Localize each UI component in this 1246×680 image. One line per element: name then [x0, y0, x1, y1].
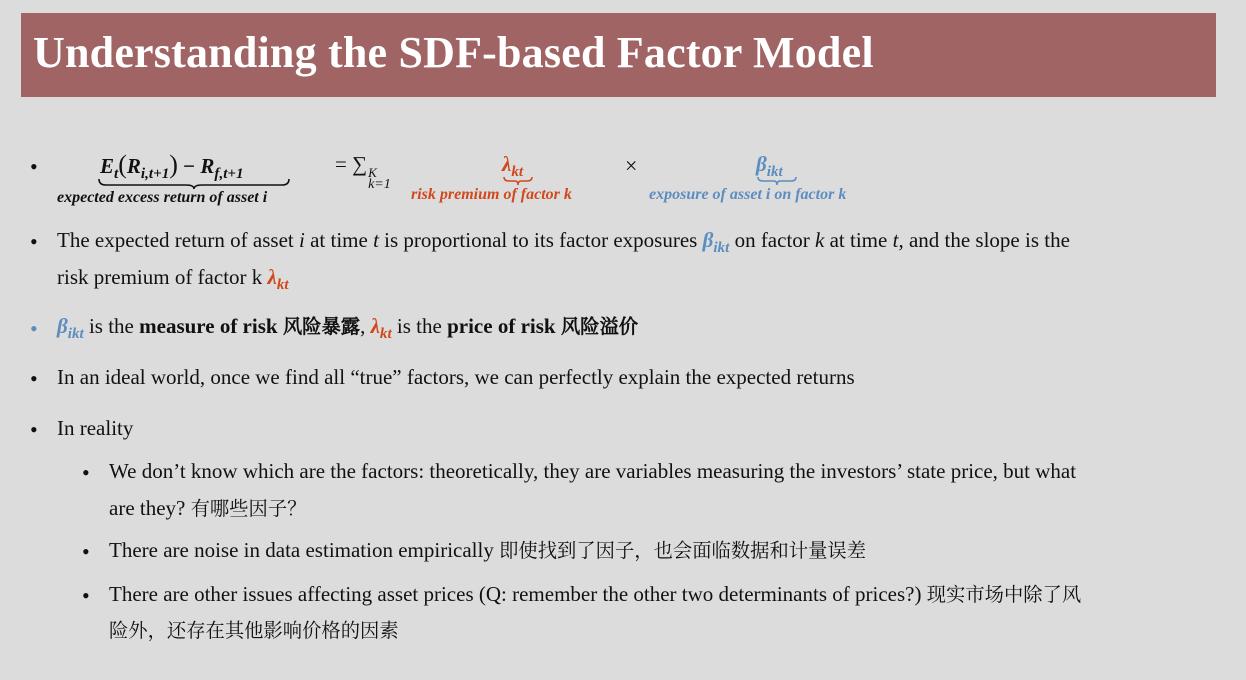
bullet-3-line: $\beta_{ikt}$ is the measure of risk 风险暴露, $\lambda_{kt}$ is the price of risk 风险溢价 [57, 314, 639, 342]
sub-bullet-3-line-2: 险外，还存在其他影响价格的因素 [109, 619, 399, 642]
formula-lhs: $E_t(R_{i,t+1}) - R_{f,t+1}$ [100, 150, 244, 182]
bullet-1: • [30, 154, 38, 179]
sub-bullet-1-line-1: We don’t know which are the factors: theoretically, they are variables measuring the investors’ state price, but what [109, 459, 1077, 483]
sub-bullet-2-line: There are noise in data estimation empirically 即使找到了因子，也会面临数据和计量误差 [109, 538, 867, 562]
formula-beta: $\beta_{ikt}$ [756, 152, 783, 180]
underbrace-beta [757, 176, 797, 186]
sub-bullet-3-line-1: There are other issues affecting asset prices (Q: remember the other two determinants of prices?) 现实市场中除了风 [109, 582, 1082, 606]
bullet-3: • [30, 316, 38, 341]
sub-bullet-1: • [82, 460, 90, 485]
bullet-2: • [30, 229, 38, 254]
label-exposure: exposure of asset i on factor k [649, 186, 847, 203]
slide-title: Understanding the SDF-based Factor Model [33, 28, 874, 77]
formula-times: × [625, 153, 638, 178]
bullet-4-line: In an ideal world, once we find all “true” factors, we can perfectly explain the expected returns [57, 365, 855, 389]
title-bar [21, 13, 1216, 97]
bullet-2-line-1: The expected return of asset i at time t is proportional to its factor exposures $\beta_{ikt}$ on factor k at time t, and the slope is the [57, 228, 1070, 256]
label-excess-return: expected excess return of asset i [57, 189, 268, 206]
bullet-5: • [30, 417, 38, 442]
label-risk-premium: risk premium of factor k [411, 186, 572, 203]
sub-bullet-3: • [82, 583, 90, 608]
formula-lambda: $\lambda_{kt}$ [502, 152, 524, 180]
bullet-5-line: In reality [57, 416, 134, 440]
bullet-2-line-2: risk premium of factor k $\lambda_{kt}$ [57, 265, 289, 293]
underbrace-lambda [503, 176, 533, 186]
sub-bullet-2: • [82, 539, 90, 564]
bullet-4: • [30, 366, 38, 391]
sub-bullet-1-line-2: are they? 有哪些因子？ [109, 496, 307, 520]
formula-equals-sum: = ∑ K k=1 [335, 152, 391, 192]
